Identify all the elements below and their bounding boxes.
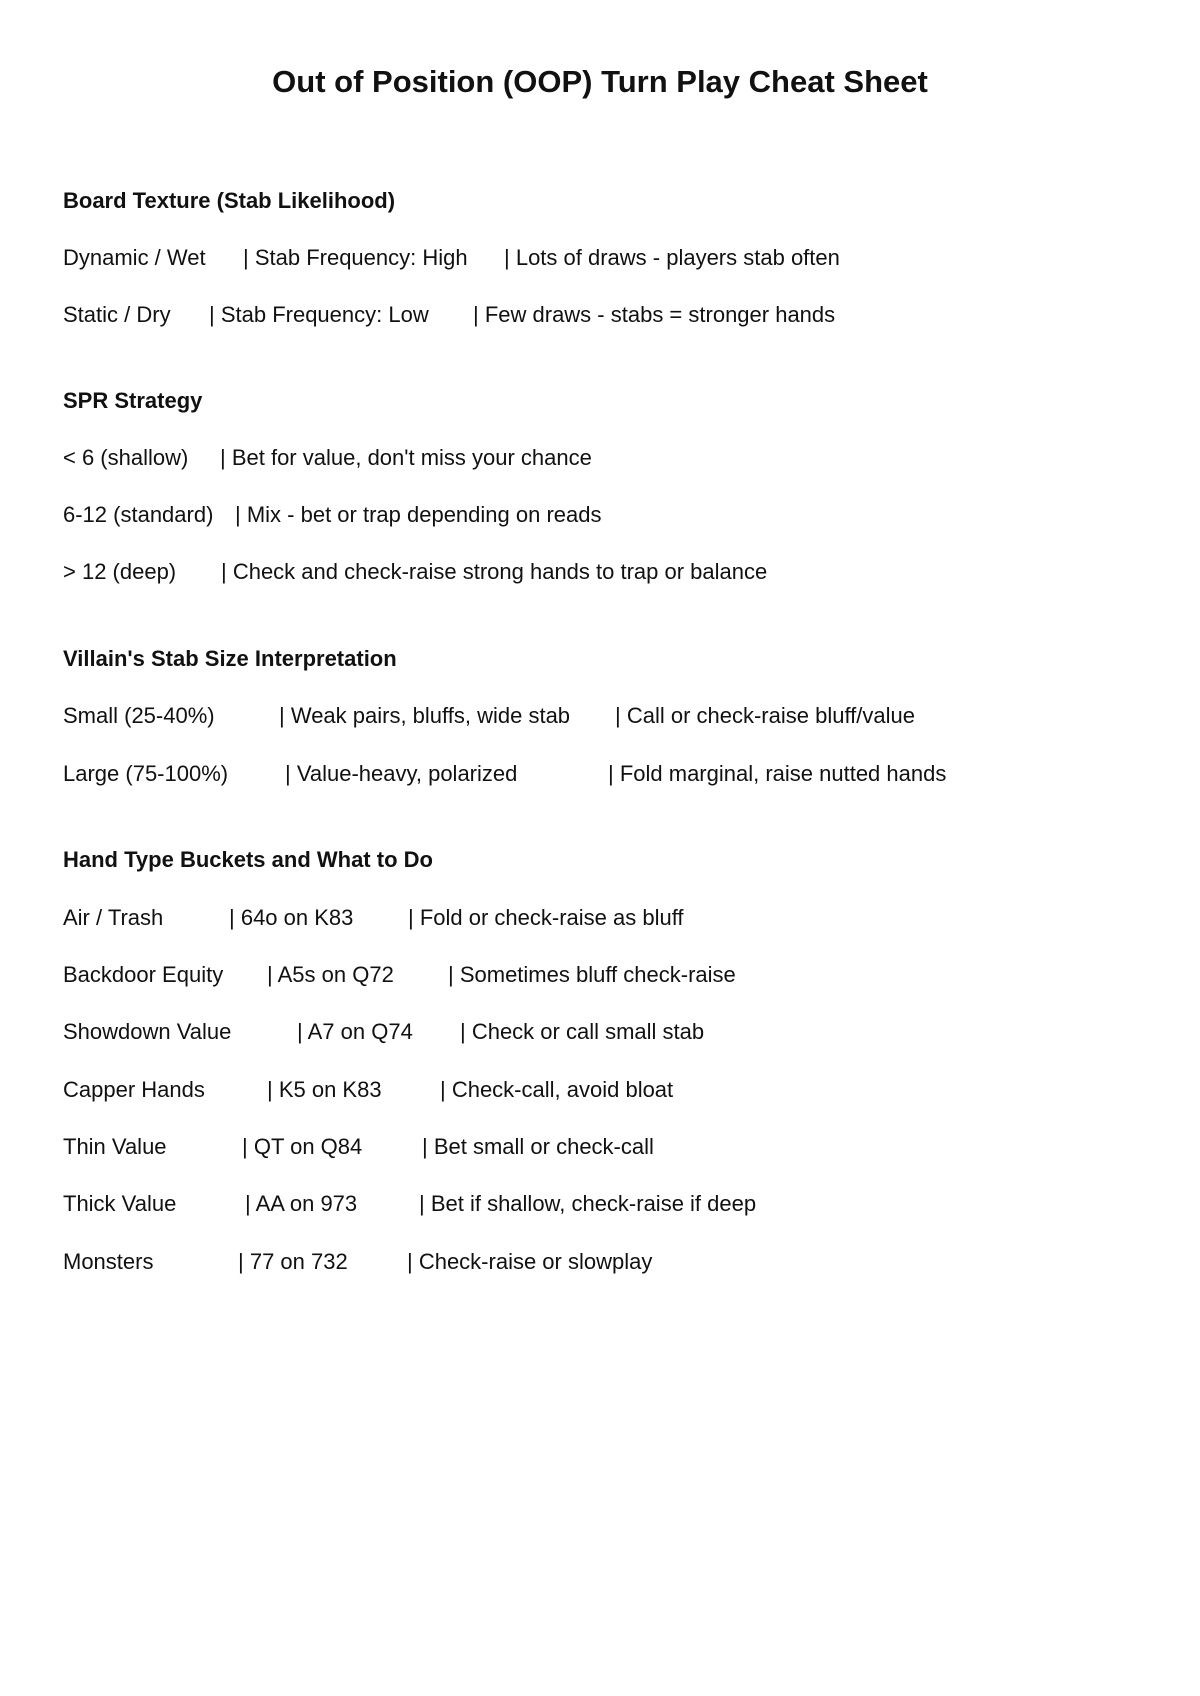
board-texture-row [63,300,836,330]
row-note: | Sometimes bluff check-raise [448,962,736,987]
row-value: | 77 on 732 [238,1249,348,1274]
section-heading-board-texture: Board Texture (Stab Likelihood) [63,188,396,213]
page-title: Out of Position (OOP) Turn Play Cheat Sheet [272,64,928,99]
row-value: | QT on Q84 [242,1134,363,1159]
spr-row [63,443,592,473]
row-note: | Call or check-raise bluff/value [615,703,915,728]
hand-bucket-row [63,960,736,990]
hand-bucket-row [63,1075,674,1105]
hand-bucket-row [63,1017,705,1047]
section-heading-stab-size: Villain's Stab Size Interpretation [63,646,397,671]
spr-row [63,557,768,587]
stab-size-row [63,701,915,731]
row-label: Backdoor Equity [63,962,224,987]
row-value: | A7 on Q74 [297,1019,413,1044]
hand-bucket-row [63,903,684,933]
stab-size-row [63,759,947,789]
row-label: Showdown Value [63,1019,232,1044]
row-note: | Check-raise or slowplay [407,1249,653,1274]
row-label: Thin Value [63,1134,167,1159]
row-value: | Check and check-raise strong hands to trap or balance [221,559,768,584]
row-label: Capper Hands [63,1077,205,1102]
row-note: | Bet small or check-call [422,1134,654,1159]
row-note: | Bet if shallow, check-raise if deep [419,1191,757,1216]
row-note: | Fold marginal, raise nutted hands [608,761,947,786]
row-value: | 64o on K83 [229,905,354,930]
hand-bucket-row [63,1189,757,1219]
row-value: | Mix - bet or trap depending on reads [235,502,602,527]
row-note: | Fold or check-raise as bluff [408,905,684,930]
row-value: | Value-heavy, polarized [285,761,518,786]
row-value: | Stab Frequency: Low [209,302,429,327]
row-value: | Weak pairs, bluffs, wide stab [279,703,571,728]
board-texture-row [63,243,840,273]
section-heading-spr-strategy: SPR Strategy [63,388,203,413]
row-label: Small (25-40%) [63,703,215,728]
row-value: | AA on 973 [245,1191,358,1216]
row-value: | K5 on K83 [267,1077,382,1102]
row-label: < 6 (shallow) [63,445,189,470]
row-note: | Lots of draws - players stab often [504,245,840,270]
row-value: | A5s on Q72 [267,962,394,987]
row-label: Large (75-100%) [63,761,229,786]
row-label: Static / Dry [63,302,171,327]
row-note: | Few draws - stabs = stronger hands [473,302,836,327]
row-value: | Bet for value, don't miss your chance [220,445,592,470]
row-label: 6-12 (standard) [63,502,214,527]
row-note: | Check or call small stab [460,1019,705,1044]
hand-bucket-row [63,1132,654,1162]
row-label: > 12 (deep) [63,559,177,584]
row-label: Dynamic / Wet [63,245,206,270]
row-label: Thick Value [63,1191,177,1216]
row-value: | Stab Frequency: High [243,245,468,270]
hand-bucket-row [63,1247,653,1277]
row-label: Air / Trash [63,905,164,930]
section-heading-hand-buckets: Hand Type Buckets and What to Do [63,847,433,872]
row-label: Monsters [63,1249,154,1274]
spr-row [63,500,602,530]
row-note: | Check-call, avoid bloat [440,1077,674,1102]
